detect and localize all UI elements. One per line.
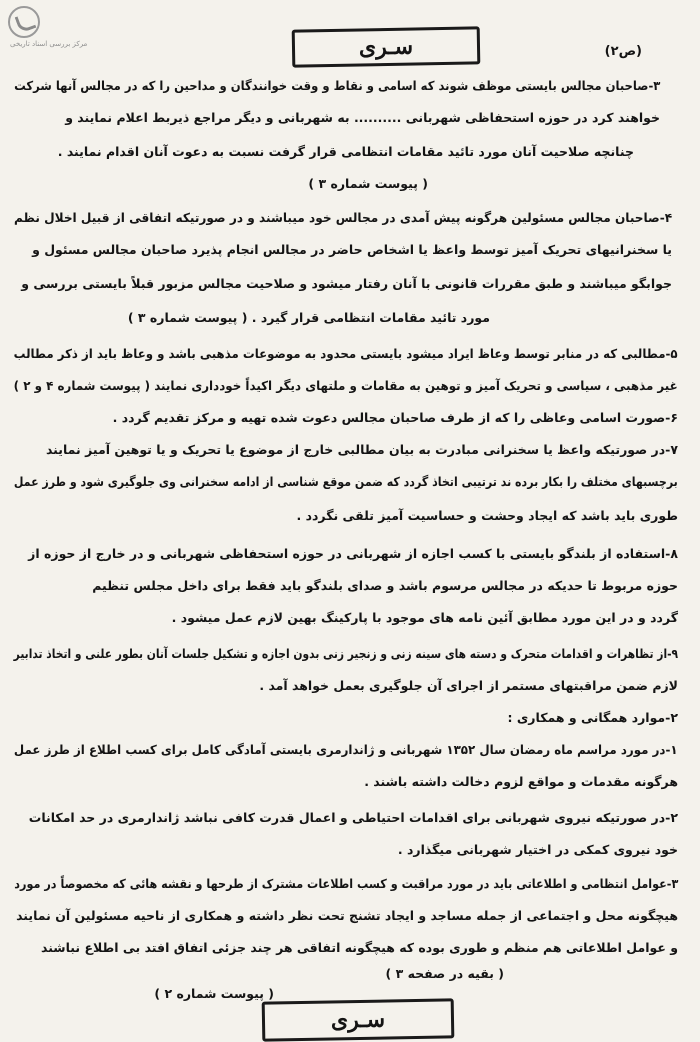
text-line: ۴-صاحبان مجالس مسئولین هرگونه پیش آمدی در مجالس خود میباشند و در صورتیکه اتفاقی از قبیل اخلال نظم bbox=[13, 210, 672, 225]
text-line: خواهند کرد در حوزه استحفاظی شهربانی .......... به شهربانی و دیگر مراجع ذیربط اعلام نمایند و bbox=[65, 110, 660, 125]
section-heading: ۲-موارد همگانی و همکاری : bbox=[507, 710, 678, 725]
text-line: ۲-در صورتیکه نیروی شهربانی برای اقدامات احتیاطی و اعمال قدرت کافی نباشد ژاندارمری در حد امکانات bbox=[28, 810, 678, 825]
text-line: برچسبهای مختلف را بکار برده ند ترتیبی اتخاذ گردد که ضمن موقع شناسی از ادامه سخنرانی وی جلوگیری شود و طرز عمل bbox=[14, 474, 678, 489]
text-line: جوابگو میباشند و طبق مقررات قانونی با آنان رفتار میشود و صلاحیت مجالس مزبور قبلاً بایستی بررسی و bbox=[21, 276, 672, 291]
secret-stamp-top: سـری bbox=[292, 26, 481, 67]
secret-stamp-bottom: سـری bbox=[262, 998, 455, 1041]
page-number: (ص۲) bbox=[604, 44, 642, 59]
text-line: خود نیروی کمکی در اختیار شهربانی میگذارد . bbox=[397, 842, 678, 857]
text-line: هرگونه مقدمات و مواقع لزوم دخالت داشته باشند . bbox=[364, 774, 678, 789]
text-line: ۳-صاحبان مجالس بایستی موظف شوند که اسامی و نقاط و وقت خوانندگان و مداحین را که در مجالس آنها شرکت bbox=[13, 78, 660, 93]
logo-caption: مرکز بررسی اسناد تاریخی bbox=[10, 40, 88, 48]
text-line: ۶-صورت اسامی وعاظی را که از طرف صاحبان مجالس دعوت شده تهیه و مرکز تقدیم گردد . bbox=[112, 410, 678, 425]
text-line: گردد و در این مورد مطابق آئین نامه های موجود با پارکینگ بهین لازم عمل میشود . bbox=[171, 610, 678, 625]
attachment-note: ( پیوست شماره ۲ ) bbox=[154, 986, 274, 1001]
text-line: ۹-از تظاهرات و اقدامات متحرک و دسته های سینه زنی و زنجیر زنی بدون اجازه و تشکیل جلسات آنان بطور علنی و اتخاذ تدابیر bbox=[13, 646, 678, 661]
text-line: ( پیوست شماره ۳ ) bbox=[308, 176, 428, 191]
text-line: حوزه مربوط تا حدیکه در مجالس مرسوم باشد و صدای بلندگو باید فقط برای داخل مجلس تنظیم bbox=[92, 578, 678, 593]
archive-emblem-icon bbox=[8, 6, 40, 38]
text-line: چنانچه صلاحیت آنان مورد تائید مقامات انتظامی قرار گرفت نسبت به دعوت آنان اقدام نمایند . bbox=[57, 144, 634, 159]
text-line: غیر مذهبی ، سیاسی و تحریک آمیز و توهین به مقامات و ملتهای دیگر اکیداً خودداری نمایند ( پیوست شماره ۴ و ۲ ) bbox=[13, 378, 679, 393]
continued-note: ( بقیه در صفحه ۳ ) bbox=[385, 966, 504, 981]
text-line: ۷-در صورتیکه واعظ یا سخنرانی مبادرت به بیان مطالبی خارج از موضوع یا تحریک و یا توهین آمیز نمایند bbox=[45, 442, 678, 457]
text-line: ۱-در مورد مراسم ماه رمضان سال ۱۳۵۲ شهربانی و ژاندارمری بایستی آمادگی کامل برای کسب اطلاع از طرز عمل bbox=[14, 742, 678, 757]
archive-logo bbox=[6, 4, 146, 54]
text-line: ۸-استفاده از بلندگو بایستی با کسب اجازه از شهربانی در حوزه استحفاظی شهربانی و در خارج از حوزه از bbox=[28, 546, 678, 561]
text-line: یا سخنرانیهای تحریک آمیز توسط واعظ یا اشخاص حاضر در مجالس انجام پذیرد صاحبان مجالس مسئول و bbox=[32, 242, 672, 257]
text-line: ۳-عوامل انتظامی و اطلاعاتی باید در مورد مراقبت و کسب اطلاعات مشترک از طرحها و نقشه هائی که مخصوصاً در مورد bbox=[13, 876, 678, 891]
text-line: مورد تائید مقامات انتظامی قرار گیرد . ( پیوست شماره ۳ ) bbox=[127, 310, 490, 325]
text-line: لازم ضمن مراقبتهای مستمر از اجرای آن جلوگیری بعمل خواهد آمد . bbox=[259, 678, 678, 693]
text-line: هیچگونه محل و اجتماعی از جمله مساجد و ایجاد تشنج تحت نظر داشته و همکاری از ناحیه مسئولین آن نمایند bbox=[16, 908, 678, 923]
text-line: ۵-مطالبی که در منابر توسط وعاظ ایراد میشود بایستی محدود به موضوعات مذهبی باشد و وعاظ باید از ذکر مطالب bbox=[14, 346, 678, 361]
text-line: طوری باید باشد که ایجاد وحشت و حساسیت آمیز تلقی نگردد . bbox=[296, 508, 678, 523]
text-line: و عوامل اطلاعاتی هم منظم و طوری بوده که هیچگونه اتفاقی هر چند جزئی اتفاق افتد بی اطلاع نباشند bbox=[40, 940, 678, 955]
